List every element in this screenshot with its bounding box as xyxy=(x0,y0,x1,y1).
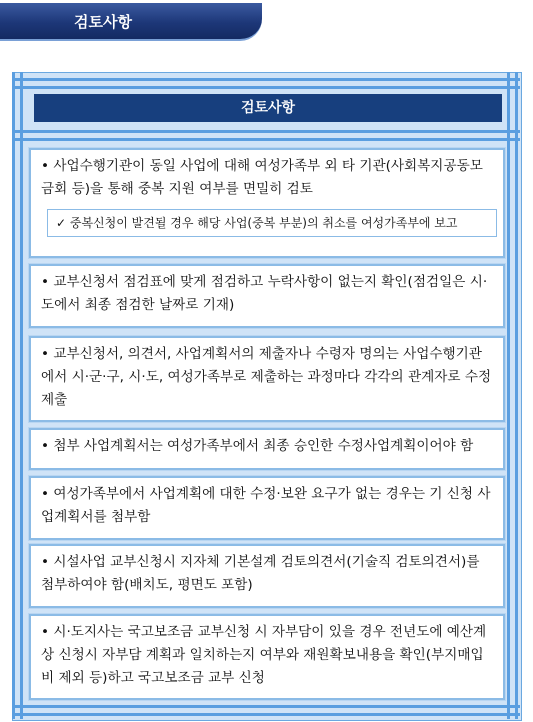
review-item-subnote: ✓ 중복신청이 발견될 경우 해당 사업(중복 부분)의 취소를 여성가족부에 보고 xyxy=(47,209,497,237)
review-item-text: • 교부신청서 점검표에 맞게 점검하고 누락사항이 없는지 확인(점검일은 시·도에서 최종 점검한 날짜로 기재) xyxy=(41,274,488,313)
review-item xyxy=(29,148,505,258)
review-item-text: • 교부신청서, 의견서, 사업계획서의 제출자나 수령자 명의는 사업수행기관에서 시·군·구, 시·도, 여성가족부로 제출하는 과정마다 각각의 관계자로 수정제출 xyxy=(41,346,492,408)
panel-stripe xyxy=(12,72,15,719)
review-item xyxy=(29,544,505,608)
review-item-text: • 시·도지사는 국고보조금 교부신청 시 자부담이 있을 경우 전년도에 예산계상 신청시 자부담 계획과 일치하는지 여부와 재원확보내용을 확인(부지매입비 제외 등)하고 국고보조금 교부 신청 xyxy=(41,624,487,686)
panel-stripe xyxy=(12,78,520,81)
panel-stripe xyxy=(20,72,23,719)
review-item-text: • 시설사업 교부신청시 지자체 기본설계 검토의견서(기술직 검토의견서)를 첨부하여야 함(배치도, 평면도 포함) xyxy=(41,554,480,593)
panel-stripe xyxy=(12,713,520,716)
header-title: 검토사항 xyxy=(74,13,132,31)
review-item xyxy=(29,614,505,700)
panel-stripe xyxy=(12,86,520,89)
panel-stripe xyxy=(12,705,520,708)
panel-stripe xyxy=(12,138,520,141)
review-item-text: • 사업수행기관이 동일 사업에 대해 여성가족부 외 타 기관(사회복지공동모금회 등)을 통해 중복 지원 여부를 면밀히 검토 xyxy=(41,158,483,197)
panel-title: 검토사항 xyxy=(34,94,502,122)
review-item xyxy=(29,428,505,470)
panel-stripe xyxy=(12,130,520,133)
panel-stripe xyxy=(507,72,510,719)
header-tab xyxy=(0,3,262,41)
review-item xyxy=(29,476,505,540)
review-item xyxy=(29,264,505,328)
review-item xyxy=(29,336,505,422)
panel-stripe xyxy=(515,72,518,719)
review-item-text: • 첨부 사업계획서는 여성가족부에서 최종 승인한 수정사업계획이어야 함 xyxy=(41,438,474,454)
review-item-text: • 여성가족부에서 사업계획에 대한 수정·보완 요구가 없는 경우는 기 신청 사업계획서를 첨부함 xyxy=(41,486,491,525)
